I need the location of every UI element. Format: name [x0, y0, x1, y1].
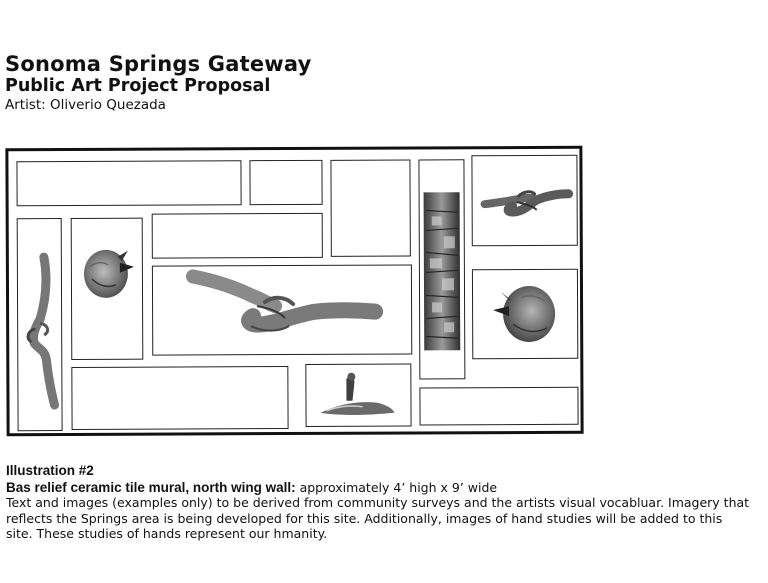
illustration-number: Illustration #2 — [6, 463, 94, 478]
mural-panel-bird-right — [472, 269, 578, 359]
hand-study-image — [18, 219, 62, 430]
mural-layout-diagram — [5, 146, 583, 437]
artist-credit: Artist: Oliverio Quezada — [5, 97, 166, 113]
mural-panel-bottom-right — [419, 387, 578, 426]
mural-panel-handshake-small — [471, 155, 577, 246]
caption-lead-bold: Bas relief ceramic tile mural, north wing wall: — [6, 479, 296, 495]
mural-panel-top-left — [16, 160, 241, 206]
bird-relief-image — [72, 219, 143, 359]
mural-panel-bottom-left — [71, 366, 288, 430]
page-subtitle: Public Art Project Proposal — [5, 76, 271, 96]
mural-panel-hand-vertical — [17, 218, 63, 431]
mural-panel-handshake-large — [152, 264, 412, 355]
handshake-large-image — [153, 265, 411, 354]
mural-panel-top-small — [249, 160, 322, 205]
mural-panel-hand-sculpture — [305, 363, 411, 426]
hand-sculpture-image — [306, 364, 410, 425]
mural-panel-mid-wide — [152, 213, 323, 259]
caption-lead-dimensions: approximately 4’ high x 9’ wide — [295, 479, 498, 495]
ceramic-relief-image — [419, 160, 464, 378]
caption-body: Text and images (examples only) to be derived from community surveys and the artists visual vocabluar. Imagery that reflects the Springs area is being developed for this site. Additionally, images of hand studies will be added to this site. These studies of hands represent our hmanity. — [6, 495, 750, 541]
caption-lead — [6, 480, 751, 496]
handshake-image — [472, 156, 576, 245]
mural-panel-bird-left — [71, 218, 144, 360]
page-title: Sonoma Springs Gateway — [5, 52, 312, 76]
mural-panel-top-mid — [330, 159, 410, 256]
mural-panel-ceramic-column — [418, 159, 465, 379]
bird-relief-image — [473, 270, 577, 358]
illustration-caption — [6, 463, 751, 542]
